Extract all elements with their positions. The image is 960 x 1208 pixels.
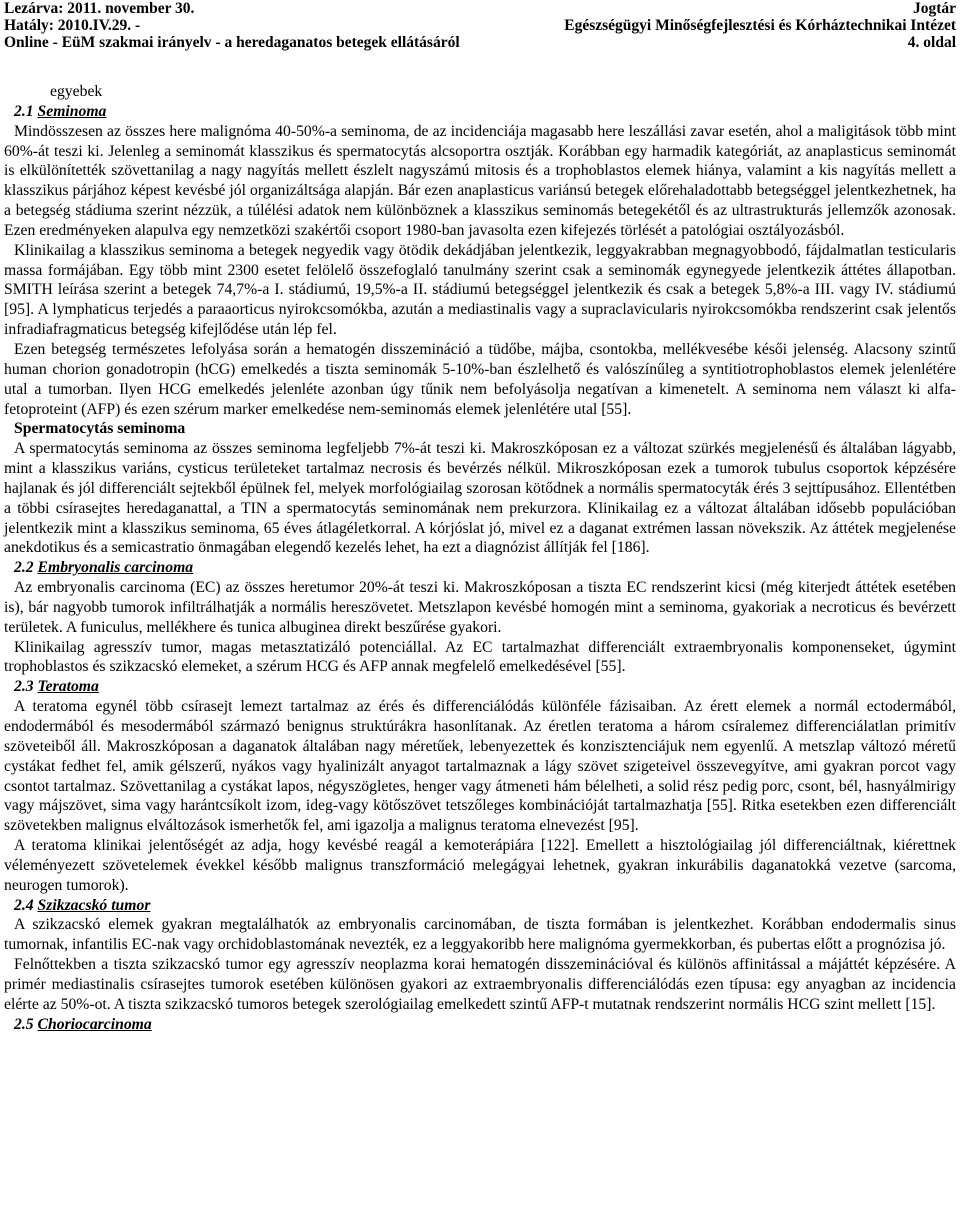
- header-row-1: [4, 0, 956, 17]
- paragraph: Mindösszesen az összes here malignóma 40-50%-a seminoma, de az incidenciája magasabb here leszállási zavar esetén, ahol a maligitások több mint 60%-át teszi ki. Jelenleg a seminomát klasszikus és spermatocytás alcsoportra osztják. Korábban egy harmadik kategóriát, az anaplasticus seminomát is elkülönítették szövettanilag a nagy nagyítás mellett észlelt nagyszámú mitosis és a trophoblastos elemek hiánya, valamint a kis nagyítás mellett a klasszikus párjához képest kevésbé jól organizáltsága alapján. Bár ezen anaplasticus variánsú betegek előrehaladottabb betegséggel jelentkezhetnek, ha a betegség stádiuma szerint nézzük, a túlélési adatok nem különböznek a klasszikus seminomás betegekétől és az ultrastrukturás jellemzők azonosak. Ezen eredményeken alapulva egy nemzetközi szakértői csoport 1980-ban javasolta ezen kifejezés törlését a patológiai osztályozásból.: [4, 122, 956, 239]
- page-number: 4. oldal: [907, 34, 956, 51]
- paragraph: A spermatocytás seminoma az összes seminoma legfeljebb 7%-át teszi ki. Makroszkóposan ez a változat szürkés megjelenésű és általában lágyabb, mint a klasszikus variáns, cysticus területeket tartalmaz necrosis és bevérzés nélkül. Mikroszkóposan ezek a tumorok tubulus csoportok képzésére hajlanak és jól differenciált sejtekből épülnek fel, melyek morfológiailag szorosan kötődnek a normális spermatocyták érés 3 sejttípusához. Ellentétben a többi csírasejtes heredaganattal, a TIN a spermatocytás seminomának nem prekurzora. Klinikailag ez a változat általában idősebb populációban jelentkezik mint a klasszikus seminoma, 65 éves átlagéletkorral. A kórjóslat jó, mivel ez a daganat extrémen lassan növekszik. Az áttétek megjelenése anekdotikus és a semicastratio önmagában elegendő kezelés lehet, ha ezt a diagnózist állítják fel [186].: [4, 440, 956, 557]
- heading-number: 2.2: [14, 559, 38, 577]
- section-label: egyebek: [50, 83, 103, 100]
- document-body: [4, 82, 956, 1035]
- header-row-3: [4, 34, 956, 51]
- paragraph: A szikzacskó elemek gyakran megtalálhatók az embryonalis carcinomában, de tiszta formában is jelentkezhet. Korábban endodermalis sinus tumornak, infantilis EC-nak vagy orchidoblastomának nevezték, ez a leggyakoribb here malignóma gyermekkorban, és pubertas előtt a prognózisa jó.: [4, 916, 956, 954]
- paragraph: Az embryonalis carcinoma (EC) az összes heretumor 20%-át teszi ki. Makroszkóposan a tiszta EC rendszerint kicsi (még kiterjedt áttétek esetében is), bár nagyobb tumorok infiltrálhatják a normális hereszövetet. Metszlapon kevésbé homogén mint a seminoma, gyakoriak a necroticus és bevérzett területek. A funiculus, mellékhere és tunica albuginea direkt beszűrése gyakori.: [4, 579, 956, 636]
- publisher: Jogtár: [912, 0, 956, 17]
- heading-yolk-sac: [4, 896, 956, 916]
- heading-title: Embryonalis carcinoma: [37, 559, 194, 577]
- page-header: [4, 0, 956, 51]
- header-row-2: [4, 17, 956, 34]
- heading-embryonal: [4, 558, 956, 578]
- effective-date: Hatály: 2010.IV.29. -: [4, 17, 141, 34]
- heading-title: Choriocarcinoma: [37, 1015, 152, 1033]
- institute-name: Egészségügyi Minőségfejlesztési és Kórháztechnikai Intézet: [564, 17, 956, 34]
- heading-number: 2.5: [14, 1015, 38, 1033]
- heading-number: 2.3: [14, 678, 38, 696]
- heading-choriocarcinoma: [4, 1015, 956, 1035]
- heading-number: 2.4: [14, 896, 38, 914]
- heading-seminoma: [4, 102, 956, 122]
- heading-title: Teratoma: [37, 678, 99, 696]
- document-title: Online - EüM szakmai irányelv - a heredaganatos betegek ellátásáról: [4, 34, 460, 51]
- paragraph: A teratoma klinikai jelentőségét az adja, hogy kevésbé reagál a kemoterápiára [122]. Emellett a hisztológiailag jól differenciáltnak, kiérettnek véleményezett szövetelemek évekkel később malignus transzformáció melegágyai lehetnek, gyakran inkurábilis daganatokká vezetve (sarcoma, neurogen tumorok).: [4, 837, 956, 894]
- paragraph: Felnőttekben a tiszta szikzacskó tumor egy agresszív neoplazma korai hematogén disszeminációval és különös affinitással a májáttét képzésére. A primér mediastinalis csírasejtes tumorok esetében különösen gyakori az extraembryonalis differenciálódás ezen típusa: egy anyagban az incidencia elérte az 50%-ot. A tiszta szikzacskó tumoros betegek szerológiailag emelkedett szintű AFP-t mutatnak rendszerint normális HCG szint mellett [15].: [4, 956, 956, 1013]
- paragraph: Ezen betegség természetes lefolyása során a hematogén disszemináció a tüdőbe, májba, csontokba, mellékvesébe késői jelenség. Alacsony szintű human chorion gonadotropin (hCG) emelkedés a tiszta seminomák 5-10%-ban észlelhető és valószínűleg a syntitiotrophoblastos elemek jelenlétére utal a tumorban. Ilyen HCG emelkedés jelenléte azonban úgy tűnik nem befolyásolja negatívan a kimenetelt. A seminoma nem választ ki alfa-fetoproteint (AFP) és ezen szérum marker emelkedése nem-seminomás elemek jelenlétére utal [55].: [4, 340, 956, 418]
- heading-teratoma: [4, 677, 956, 697]
- heading-title: Szikzacskó tumor: [37, 896, 151, 914]
- paragraph: Klinikailag a klasszikus seminoma a betegek negyedik vagy ötödik dekádjában jelentkezik, leggyakrabban megnagyobbodó, fájdalmatlan testicularis massa formájában. Egy több mint 2300 esetet felölelő összefoglaló tanulmány szerint csak a seminomák egynegyede jelentkezik áttétes állapotban. SMITH leírása szerint a betegek 74,7%-a I. stádiumú, 19,5%-a II. stádiumú betegséggel jelentkezik és csak a betegek 5,8%-a III. vagy IV. stádiumú [95]. A lymphaticus terjedés a paraaorticus nyirokcsomókba, azután a mediastinalis vagy a supraclavicularis nyirokcsomókba rendszerint csak jelentős infradiafragmaticus betegség kifejlődése után lép fel.: [4, 241, 956, 339]
- heading-number: 2.1: [14, 102, 38, 120]
- paragraph: A teratoma egynél több csírasejt lemezt tartalmaz az érés és differenciálódás különféle fázisaiban. Az érett elemek a normál ectodermából, endodermából és mesodermából származó benignus struktúrákra hasonlítanak. Az éretlen teratoma a három csíralemez differenciálatlan primitív szöveteiből áll. Makroszkóposan a daganatok általában nagy méretűek, lebenyezettek és konzisztenciájuk nem egyenlű. A metszlap változó méretű cystákat fedhet fel, amik gélszerű, nyákos vagy hyalinizált anyagot tartalmaznak a lágy szövet szigeteivel összevegyítve, ami gyakran porcot vagy csontot tartalmaz. Szövettanilag a cystákat lapos, négyszögletes, henger vagy átmeneti hám bélelheti, a solid rész pedig porc, csont, bél, hasnyálmirigy vagy májszövet, sima vagy harántcsíkolt izom, ideg-vagy kötőszövet tetszőleges kombinációját tartalmazhatja [55]. Ritka esetekben ezen differenciált szövetekben malignus elváltozások ismerhetők fel, ami igazolja a malignus teratoma elnevezést [95].: [4, 698, 956, 835]
- heading-title: Seminoma: [37, 102, 107, 120]
- closed-date: Lezárva: 2011. november 30.: [4, 0, 195, 17]
- subheading-spermatocytic: Spermatocytás seminoma: [14, 420, 186, 438]
- paragraph: Klinikailag agresszív tumor, magas metasztatizáló potenciállal. Az EC tartalmazhat differenciált extraembryonalis komponenseket, úgymint trophoblastos és szikzacskó elemeket, a szérum HCG és AFP annak megfelelő emelkedésével [55].: [4, 638, 956, 676]
